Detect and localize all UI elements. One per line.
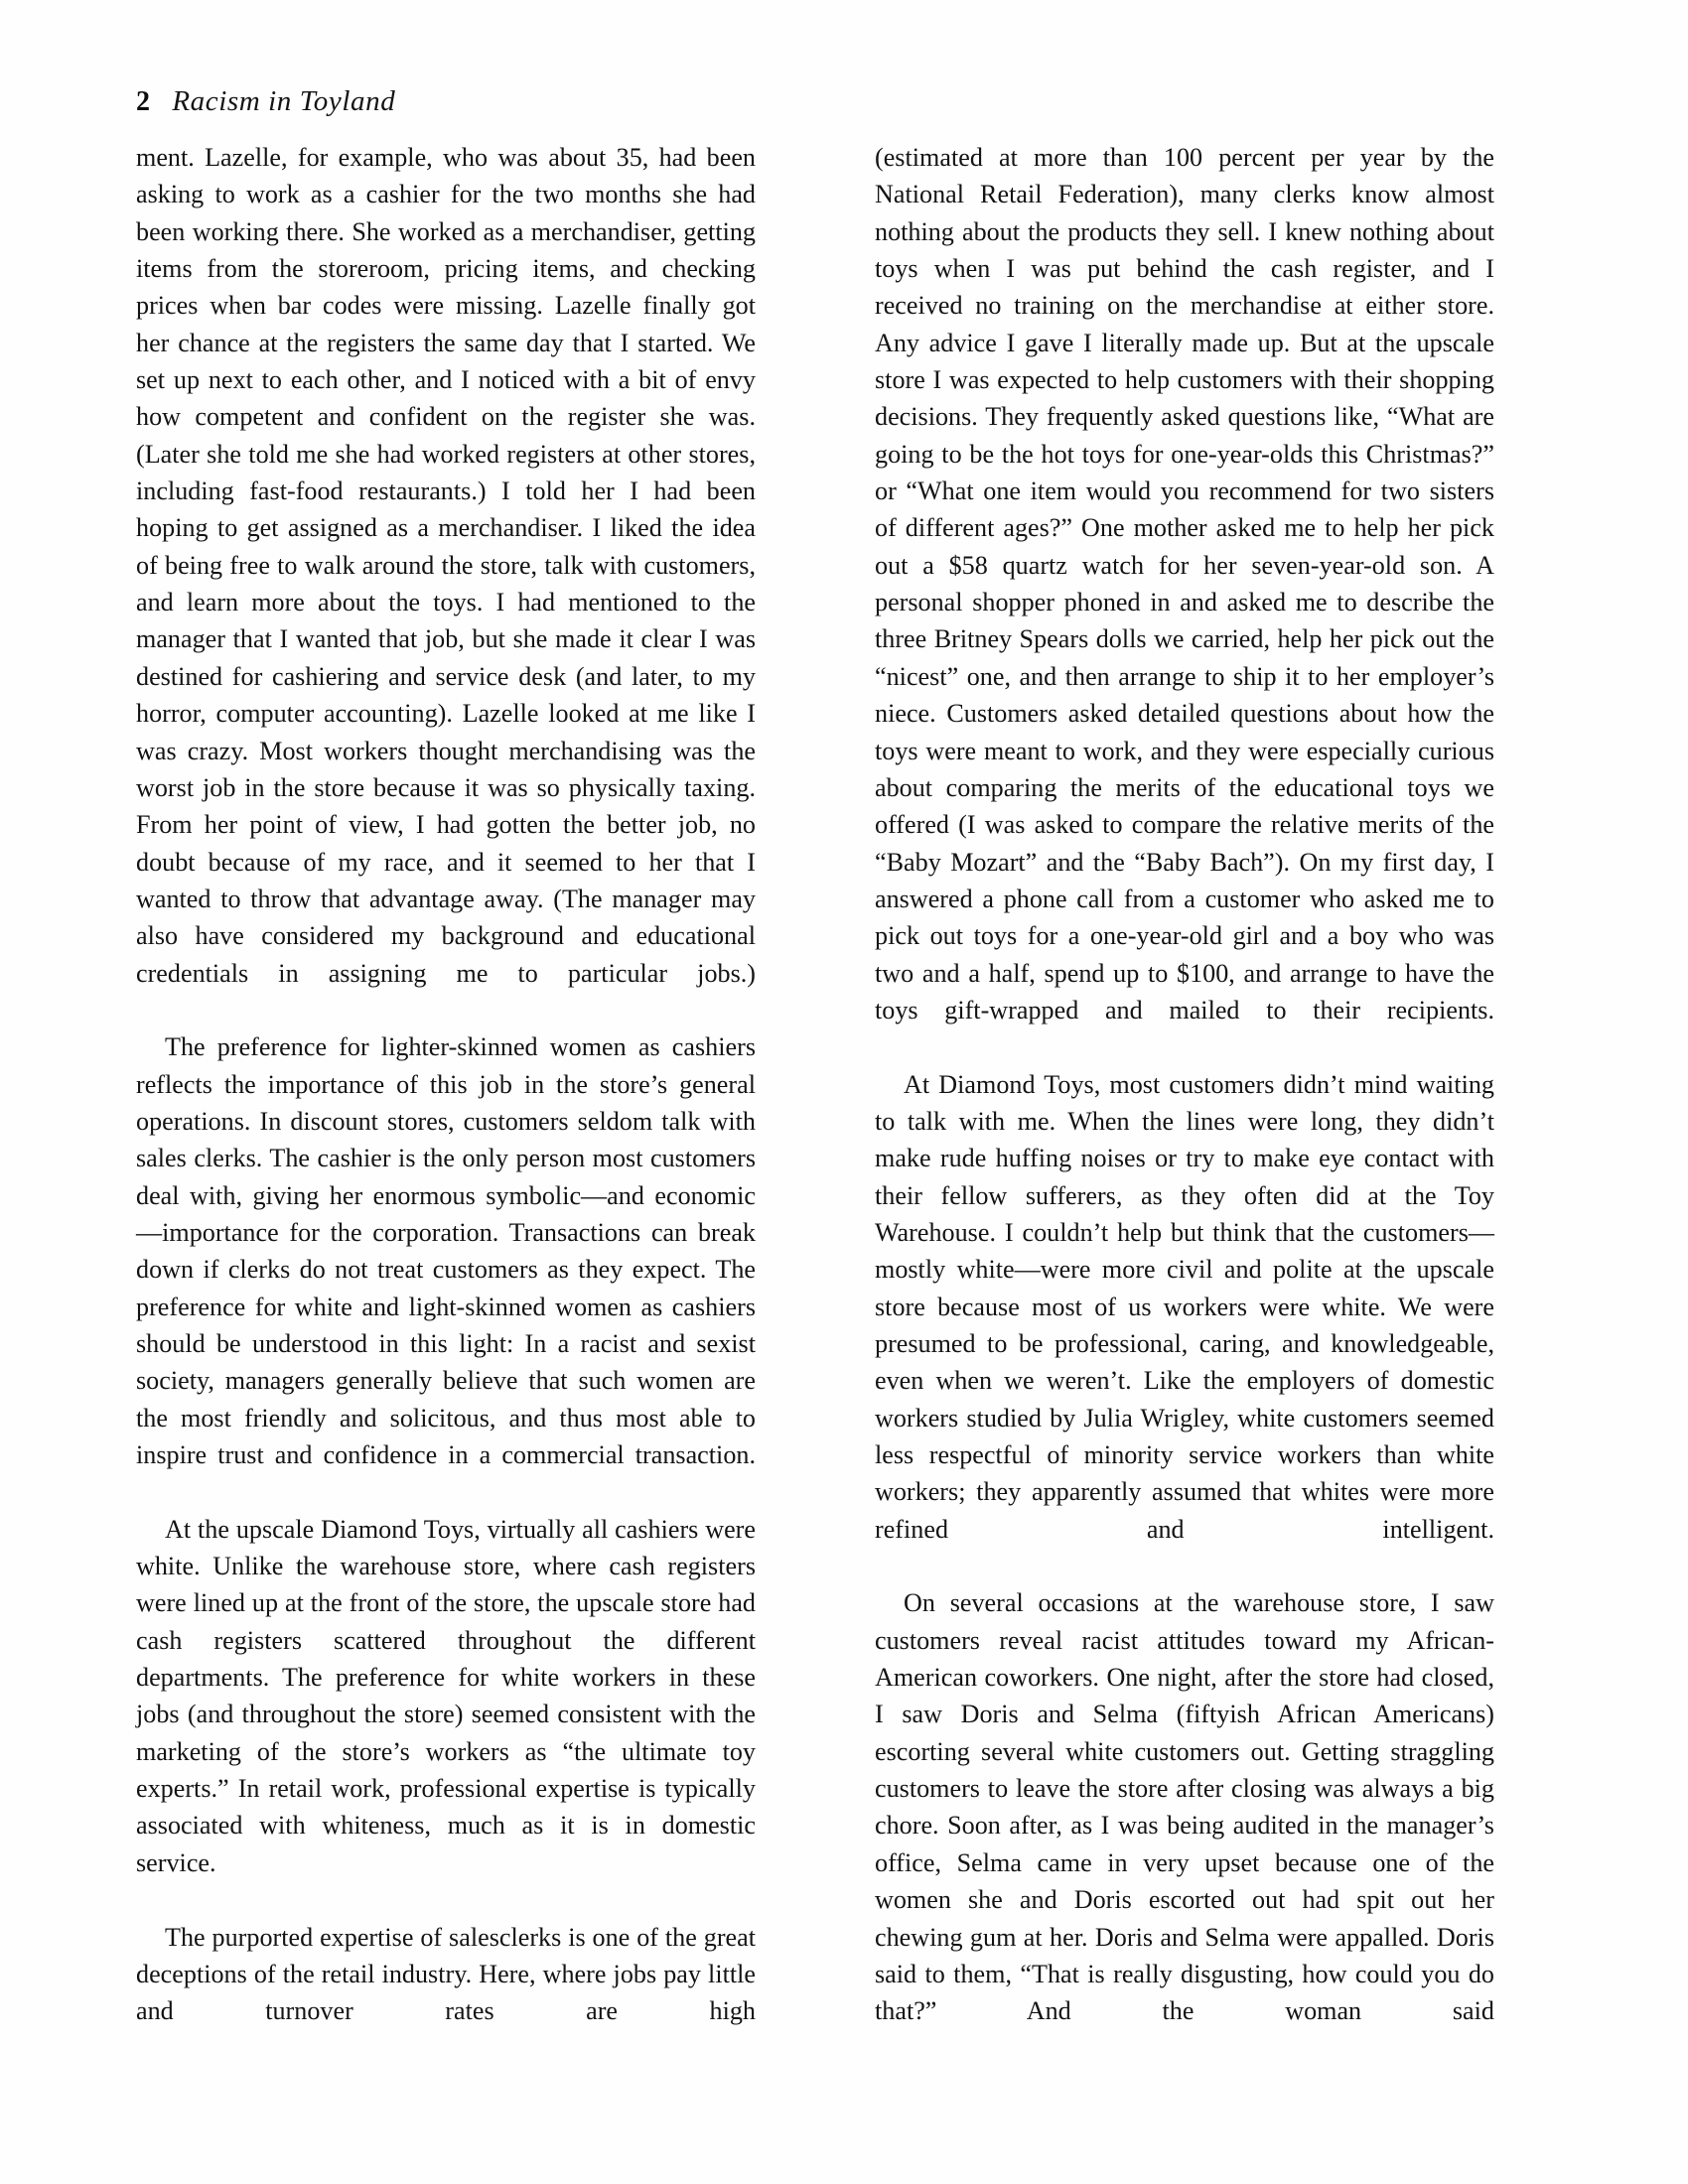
paragraph: On several occasions at the warehouse store, I saw customers reveal racist attitudes toward my African-American coworkers. One night, after the store had closed, I saw Doris and Selma (fiftyish African Americans) escorting several white customers out. Getting straggling customers to leave the store after closing was always a big chore. Soon after, as I was being audited in the manager’s office, Selma came in very upset because one of the women she and Doris escorted out had spit out her chewing gum at her. Doris and Selma were appalled. Doris said to them, “That is really disgusting, how could you do that?” And the woman said [875, 1588, 1494, 2026]
paragraph: The preference for lighter-skinned women as cashiers reflects the importance of this job in the store’s general operations. In discount stores, customers seldom talk with sales clerks. The cashier is the only person most customers deal with, giving her enormous symbolic—and economic—importance for the corporation. Transactions can break down if clerks do not treat customers as they expect. The preference for white and light-skinned women as cashiers should be understood in this light: In a racist and sexist society, managers generally believe that such women are the most friendly and solicitous, and thus most able to inspire trust and confidence in a commercial transaction. [136, 1032, 756, 1470]
page-number: 2 [136, 86, 151, 117]
right-column [875, 139, 1494, 2035]
running-head [136, 85, 395, 118]
text-body [136, 139, 1494, 2035]
paragraph: The purported expertise of salesclerks is one of the great deceptions of the retail industry. Here, where jobs pay little and turnover rates are high [136, 1922, 756, 2026]
paragraph: ment. Lazelle, for example, who was about 35, had been asking to work as a cashier for the two months she had been working there. She worked as a merchandiser, getting items from the storeroom, pricing items, and checking prices when bar codes were missing. Lazelle finally got her chance at the registers the same day that I started. We set up next to each other, and I noticed with a bit of envy how competent and confident on the register she was. (Later she told me she had worked registers at other stores, including fast-food restaurants.) I told her I had been hoping to get assigned as a merchandiser. I liked the idea of being free to walk around the store, talk with customers, and learn more about the toys. I had mentioned to the manager that I wanted that job, but she made it clear I was destined for cashiering and service desk (and later, to my horror, computer accounting). Lazelle looked at me like I was crazy. Most workers thought merchandising was the worst job in the store because it was so physically taxing. From her point of view, I had gotten the better job, no doubt because of my race, and it seemed to her that I wanted to throw that advantage away. (The manager may also have considered my background and educational credentials in assigning me to particular jobs.) [136, 143, 756, 988]
paragraph: At the upscale Diamond Toys, virtually all cashiers were white. Unlike the warehouse store, where cash registers were lined up at the front of the store, the upscale store had cash registers scattered throughout the different departments. The preference for white workers in these jobs (and throughout the store) seemed consistent with the marketing of the store’s workers as “the ultimate toy experts.” In retail work, professional expertise is typically associated with whiteness, much as it is in domestic service. [136, 1514, 756, 1877]
paragraph: At Diamond Toys, most customers didn’t mind waiting to talk with me. When the lines were long, they didn’t make rude huffing noises or try to make eye contact with their fellow sufferers, as they often did at the Toy Warehouse. I couldn’t help but think that the customers—mostly white—were more civil and polite at the upscale store because most of us workers were white. We were presumed to be professional, caring, and knowledgeable, even when we weren’t. Like the employers of domestic workers studied by Julia Wrigley, white customers seemed less respectful of minority service workers than white workers; they apparently assumed that whites were more refined and intelligent. [875, 1069, 1494, 1544]
left-column [136, 139, 756, 2035]
paragraph: (estimated at more than 100 percent per year by the National Retail Federation), many clerks know almost nothing about the products they sell. I knew nothing about toys when I was put behind the cash register, and I received no training on the merchandise at either store. Any advice I gave I literally made up. But at the upscale store I was expected to help customers with their shopping decisions. They frequently asked questions like, “What are going to be the hot toys for one-year-olds this Christmas?” or “What one item would you recommend for two sisters of different ages?” One mother asked me to help her pick out a $58 quartz watch for her seven-year-old son. A personal shopper phoned in and asked me to describe the three Britney Spears dolls we carried, help her pick out the “nicest” one, and then arrange to ship it to her employer’s niece. Customers asked detailed questions about how the toys were meant to work, and they were especially curious about comparing the merits of the educational toys we offered (I was asked to compare the relative merits of the “Baby Mozart” and the “Baby Bach”). On my first day, I answered a phone call from a customer who asked me to pick out toys for a one-year-old girl and a boy who was two and a half, spend up to $100, and arrange to have the toys gift-wrapped and mailed to their recipients. [875, 143, 1494, 1024]
running-head-title: Racism in Toyland [172, 85, 396, 117]
